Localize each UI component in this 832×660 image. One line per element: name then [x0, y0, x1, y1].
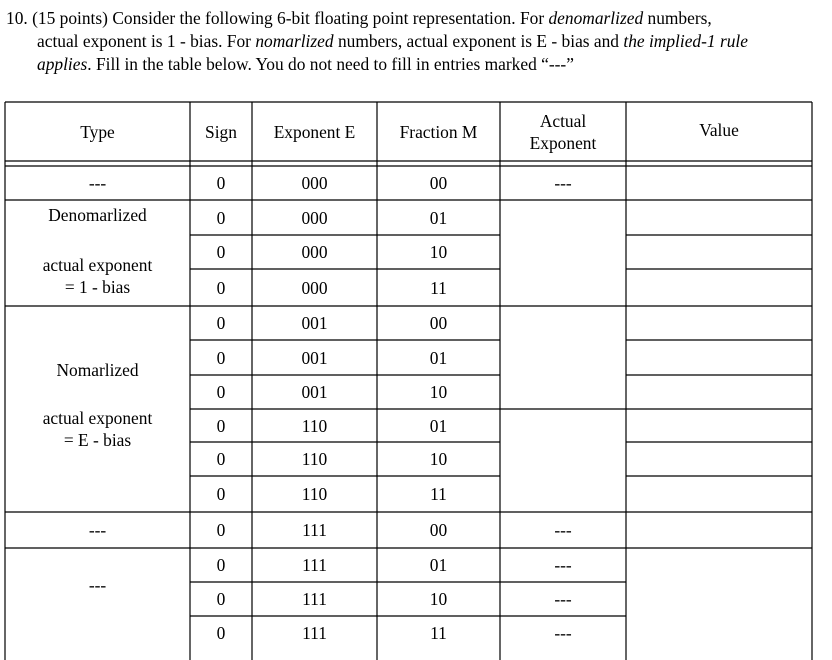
exponent-cell: 110	[301, 484, 328, 504]
sign-cell: 0	[216, 242, 226, 262]
fraction-cell: 00	[429, 520, 448, 540]
exponent-cell: 110	[301, 415, 328, 436]
sign-cell: 0	[216, 623, 226, 643]
exponent-cell: 000	[301, 173, 328, 193]
sign-cell: 0	[216, 520, 226, 540]
fraction-cell: 01	[429, 555, 448, 575]
actual-exponent-cell: ---	[554, 173, 572, 193]
norm-rule-line1: actual exponent	[42, 408, 153, 428]
sign-cell: 0	[216, 347, 226, 368]
header-actual-line2: Exponent	[529, 132, 597, 153]
prompt-text: . Fill in the table below. You do not need to fill in entries marked “---”	[87, 54, 574, 74]
header-value: Value	[699, 120, 739, 140]
type-normalized	[5, 306, 190, 512]
denorm-rule-line2: = 1 - bias	[64, 277, 131, 297]
prompt-text: numbers,	[647, 8, 712, 28]
prompt-text: numbers, actual exponent is E - bias and	[337, 31, 620, 51]
norm-rule-line2: = E - bias	[63, 430, 132, 450]
exponent-cell: 000	[301, 242, 328, 262]
header-sign: Sign	[205, 121, 237, 142]
exponent-cell: 001	[301, 347, 328, 368]
prompt-text: actual exponent is 1 - bias. For	[37, 31, 251, 51]
header-actual-line1: Actual	[539, 110, 587, 131]
actual-exponent-cell: ---	[554, 623, 572, 643]
sign-cell: 0	[216, 382, 226, 402]
denorm-label: Denomarlized	[48, 205, 147, 225]
denorm-word: denomarlized	[548, 8, 644, 28]
exponent-cell: 110	[301, 449, 328, 469]
points-label: (15 points)	[32, 8, 108, 28]
implied-rule: the implied-1 rule	[623, 31, 748, 51]
sign-cell: 0	[216, 484, 226, 504]
sign-cell: 0	[216, 173, 226, 193]
header-fraction: Fraction M	[399, 121, 478, 142]
header-type: Type	[80, 121, 115, 142]
exponent-cell: 001	[301, 313, 328, 333]
fraction-cell: 10	[429, 449, 448, 469]
header-exponent: Exponent E	[273, 121, 356, 142]
norm-label: Nomarlized	[56, 360, 139, 380]
fraction-cell: 11	[430, 277, 447, 298]
exponent-cell: 111	[302, 589, 327, 609]
fraction-cell: 10	[429, 589, 448, 609]
sign-cell: 0	[216, 449, 226, 469]
type-unspecified: ---	[88, 173, 107, 193]
actual-exponent-cell: ---	[554, 555, 572, 575]
exponent-cell: 111	[302, 520, 327, 540]
fraction-cell: 00	[429, 313, 448, 333]
fraction-cell: 11	[430, 623, 447, 643]
exponent-cell: 001	[301, 382, 328, 402]
type-denormalized	[5, 200, 190, 306]
fraction-cell: 11	[430, 484, 447, 504]
applies-word: applies	[37, 54, 88, 74]
fraction-cell: 10	[429, 242, 448, 262]
exponent-cell: 000	[301, 277, 328, 298]
prompt-text: Consider the following 6-bit floating point representation. For	[112, 8, 545, 28]
sign-cell: 0	[216, 555, 226, 575]
fraction-cell: 10	[429, 382, 448, 402]
type-special: ---	[88, 520, 107, 540]
denorm-rule-line1: actual exponent	[42, 255, 153, 275]
actual-exponent-cell: ---	[554, 520, 572, 540]
sign-cell: 0	[216, 313, 226, 333]
header-actual-exponent	[500, 102, 626, 161]
exponent-cell: 111	[302, 555, 327, 575]
sign-cell: 0	[216, 207, 226, 228]
actual-exponent-cell: ---	[554, 589, 572, 609]
sign-cell: 0	[216, 415, 226, 436]
exponent-cell: 000	[301, 207, 328, 228]
fraction-cell: 01	[429, 415, 448, 436]
question-number: 10.	[6, 8, 28, 28]
norm-word: nomarlized	[255, 31, 334, 51]
sign-cell: 0	[216, 589, 226, 609]
fraction-cell: 00	[429, 173, 448, 193]
fraction-cell: 01	[429, 207, 448, 228]
sign-cell: 0	[216, 277, 226, 298]
type-special-nan: ---	[88, 575, 107, 595]
exponent-cell: 111	[302, 623, 327, 643]
fraction-cell: 01	[429, 347, 448, 368]
